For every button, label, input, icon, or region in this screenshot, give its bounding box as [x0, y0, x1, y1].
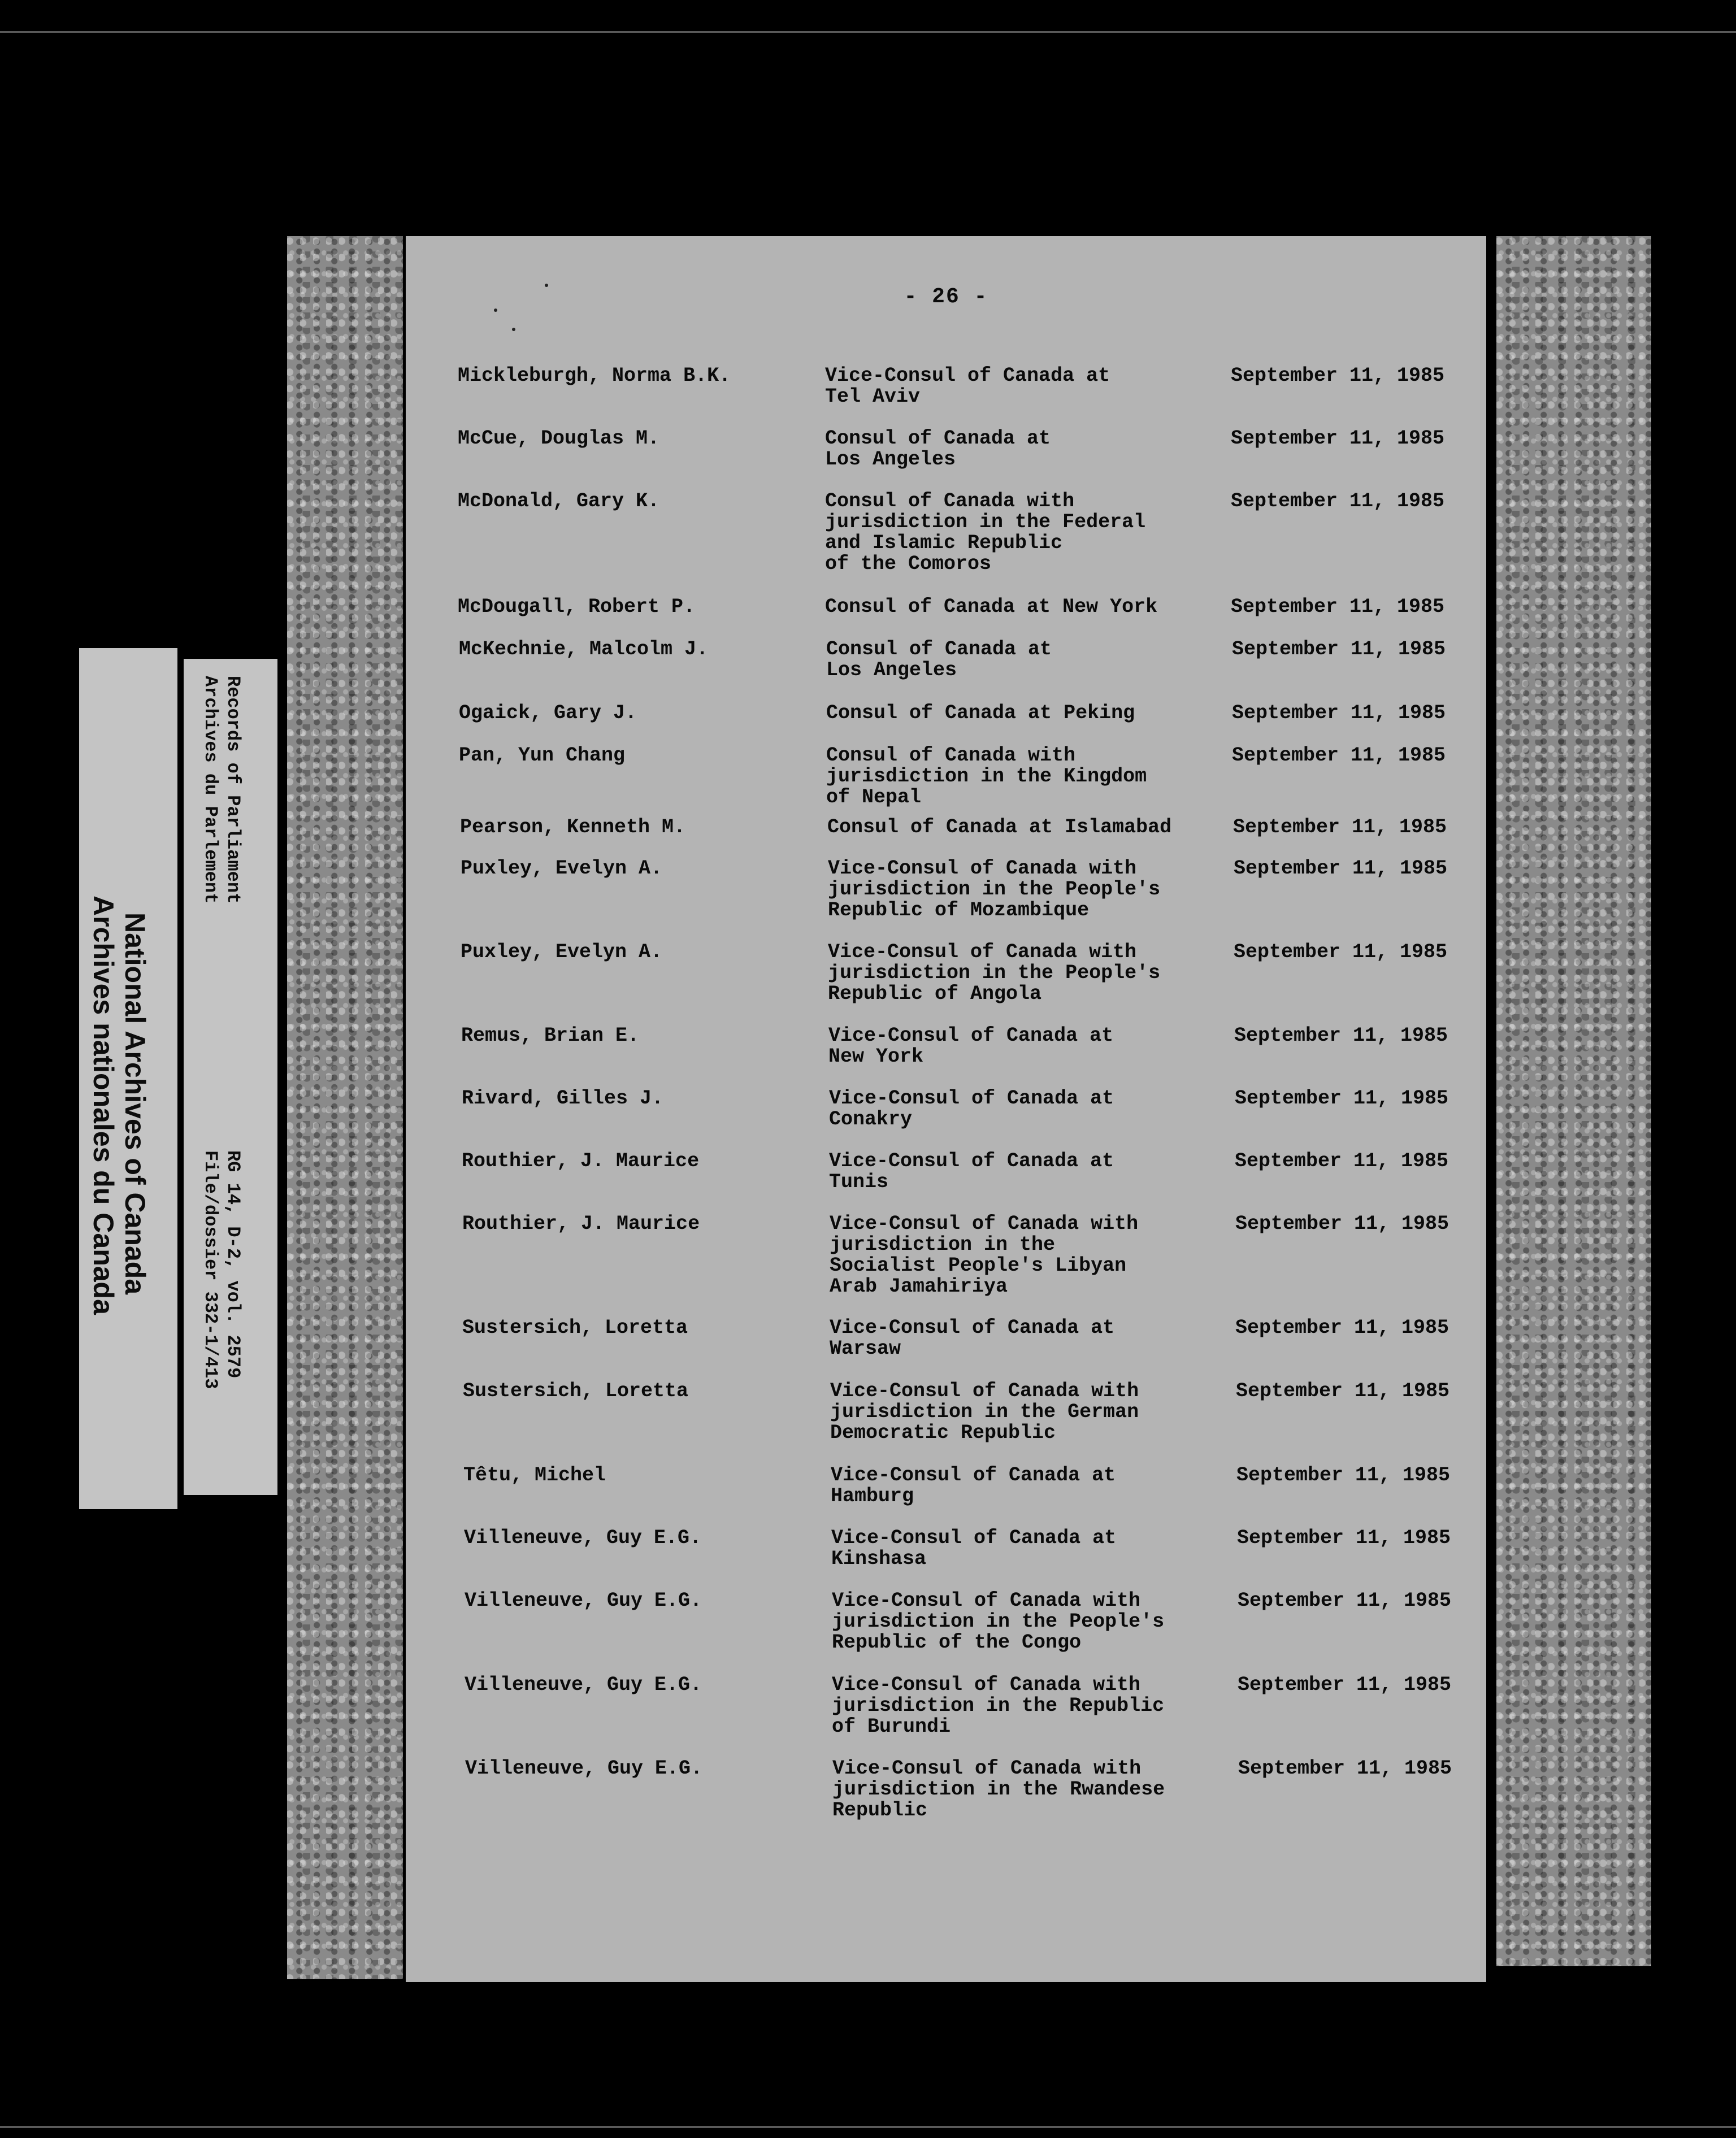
appointee-name: Villeneuve, Guy E.G.	[464, 1527, 702, 1549]
appointee-name: Routhier, J. Maurice	[462, 1150, 700, 1172]
appointee-name: Rivard, Gilles J.	[462, 1087, 664, 1110]
appointee-name: Sustersich, Loretta	[462, 1316, 688, 1339]
appointment-title: Consul of Canada at Los Angeles	[825, 427, 1051, 471]
records-ref-line1: RG 14, D-2, vol. 2579	[223, 1150, 244, 1379]
appointee-name: McKechnie, Malcolm J.	[459, 638, 709, 660]
appointment-date: September 11, 1985	[1238, 1674, 1452, 1696]
appointment-title: Consul of Canada at Islamabad	[827, 816, 1172, 838]
appointment-date: September 11, 1985	[1237, 1527, 1451, 1549]
appointment-title: Consul of Canada with jurisdiction in the Kingdom of Nepal	[826, 744, 1147, 809]
appointment-date: September 11, 1985	[1234, 857, 1448, 880]
records-label-card	[184, 659, 277, 1495]
stray-mark	[494, 308, 497, 312]
appointment-date: September 11, 1985	[1235, 1150, 1449, 1172]
appointment-date: September 11, 1985	[1232, 638, 1446, 660]
appointee-name: Villeneuve, Guy E.G.	[465, 1674, 702, 1696]
appointee-name: Remus, Brian E.	[461, 1024, 640, 1047]
appointment-date: September 11, 1985	[1231, 364, 1445, 387]
appointment-date: September 11, 1985	[1234, 941, 1448, 963]
appointment-title: Consul of Canada at Los Angeles	[826, 638, 1052, 681]
appointment-title: Vice-Consul of Canada with jurisdiction in the Rwandese Republic	[832, 1757, 1165, 1822]
appointee-name: Mickleburgh, Norma B.K.	[458, 364, 731, 387]
appointment-date: September 11, 1985	[1238, 1589, 1452, 1612]
archives-label-card	[79, 648, 177, 1509]
appointment-date: September 11, 1985	[1236, 1380, 1450, 1402]
appointee-name: Villeneuve, Guy E.G.	[465, 1757, 703, 1780]
appointee-name: Puxley, Evelyn A.	[461, 941, 663, 963]
appointment-date: September 11, 1985	[1235, 1087, 1449, 1110]
appointment-title: Vice-Consul of Canada with jurisdiction in the People's Republic of Angola	[828, 941, 1161, 1005]
appointment-title: Vice-Consul of Canada at New York	[828, 1024, 1114, 1068]
archives-label-line2: Archives nationales du Canada	[88, 896, 119, 1315]
appointment-title: Consul of Canada with jurisdiction in the Federal and Islamic Republic of the Comoros	[825, 490, 1146, 575]
archives-label-line1: National Archives of Canada	[119, 912, 151, 1295]
appointment-title: Consul of Canada at Peking	[826, 702, 1135, 724]
appointment-title: Consul of Canada at New York	[825, 596, 1158, 618]
appointee-name: McCue, Douglas M.	[458, 427, 660, 450]
appointment-title: Vice-Consul of Canada with jurisdiction in the German Democratic Republic	[830, 1380, 1139, 1444]
stray-mark	[545, 284, 548, 287]
binding-edge-left	[287, 236, 403, 1979]
document-page	[406, 236, 1486, 1982]
appointment-date: September 11, 1985	[1235, 1316, 1449, 1339]
records-label-line1: Records of Parliament	[223, 676, 244, 904]
appointment-title: Vice-Consul of Canada with jurisdiction in the Republic of Burundi	[832, 1674, 1165, 1738]
binding-edge-right	[1496, 236, 1651, 1966]
appointment-title: Vice-Consul of Canada at Conakry	[829, 1087, 1114, 1131]
appointment-date: September 11, 1985	[1231, 427, 1445, 450]
stray-mark	[512, 328, 515, 331]
appointment-title: Vice-Consul of Canada at Tunis	[829, 1150, 1114, 1193]
appointee-name: McDougall, Robert P.	[458, 596, 696, 618]
appointment-title: Vice-Consul of Canada with jurisdiction in the Socialist People's Libyan Arab Jamahiriya	[830, 1213, 1139, 1298]
appointee-name: Villeneuve, Guy E.G.	[465, 1589, 702, 1612]
appointee-name: Sustersich, Loretta	[463, 1380, 689, 1402]
appointment-date: September 11, 1985	[1238, 1757, 1452, 1780]
appointee-name: Pan, Yun Chang	[459, 744, 626, 767]
appointment-date: September 11, 1985	[1234, 1024, 1448, 1047]
bottom-border-line	[0, 2126, 1736, 2128]
top-border-line	[0, 31, 1736, 33]
appointee-name: Puxley, Evelyn A.	[461, 857, 663, 880]
appointment-date: September 11, 1985	[1232, 744, 1446, 767]
page-number: - 26 -	[904, 285, 988, 309]
appointment-title: Vice-Consul of Canada with jurisdiction in the People's Republic of Mozambique	[828, 857, 1161, 922]
appointment-date: September 11, 1985	[1236, 1464, 1451, 1487]
appointment-date: September 11, 1985	[1231, 490, 1445, 512]
records-ref-line2: File/dossier 332-1/413	[200, 1150, 221, 1389]
appointment-title: Vice-Consul of Canada at Kinshasa	[831, 1527, 1117, 1570]
appointee-name: Ogaick, Gary J.	[459, 702, 637, 724]
appointee-name: Pearson, Kenneth M.	[460, 816, 686, 838]
appointment-title: Vice-Consul of Canada at Warsaw	[830, 1316, 1115, 1360]
appointee-name: McDonald, Gary K.	[458, 490, 660, 512]
appointee-name: Routhier, J. Maurice	[462, 1213, 700, 1235]
appointment-date: September 11, 1985	[1233, 816, 1447, 838]
records-label-line2: Archives du Parlement	[200, 676, 221, 904]
appointment-date: September 11, 1985	[1232, 702, 1446, 724]
appointment-title: Vice-Consul of Canada at Hamburg	[831, 1464, 1116, 1507]
appointment-date: September 11, 1985	[1231, 596, 1445, 618]
appointment-date: September 11, 1985	[1235, 1213, 1449, 1235]
appointee-name: Têtu, Michel	[463, 1464, 606, 1487]
appointment-title: Vice-Consul of Canada at Tel Aviv	[825, 364, 1110, 408]
appointment-title: Vice-Consul of Canada with jurisdiction in the People's Republic of the Congo	[832, 1589, 1165, 1654]
